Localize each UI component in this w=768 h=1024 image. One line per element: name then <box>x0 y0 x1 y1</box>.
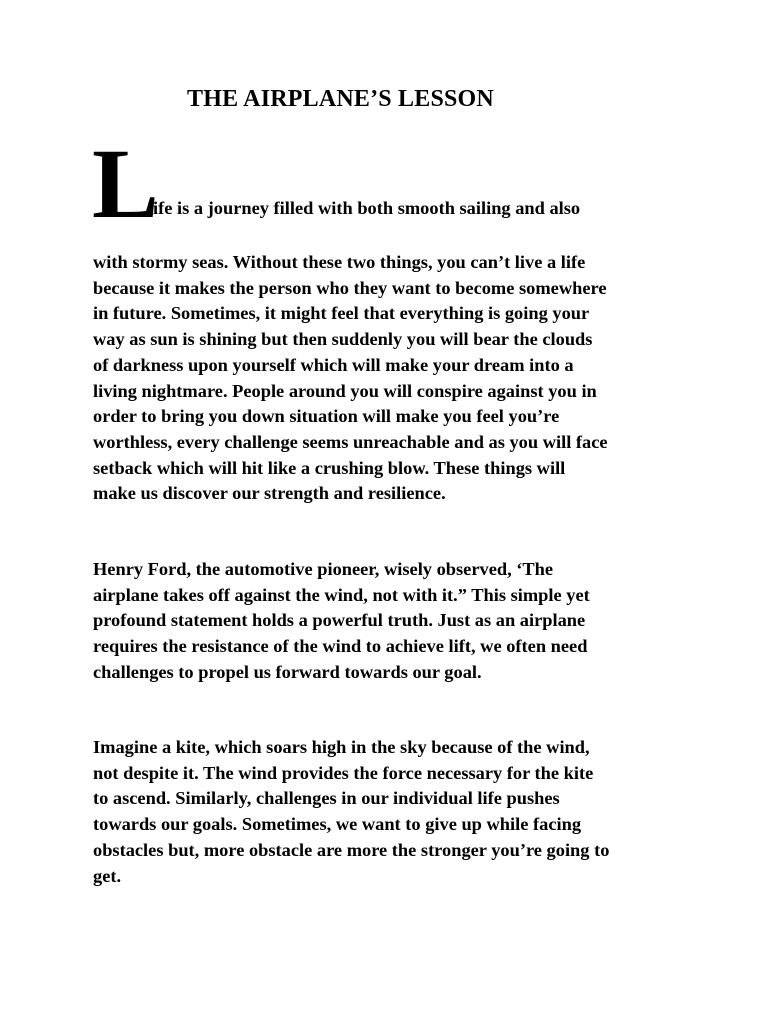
paragraph-line: in future. Sometimes, it might feel that everything is going your <box>93 303 590 324</box>
paragraph-1 <box>93 250 713 507</box>
paragraph-line: setback which will hit like a crushing blow. These things will <box>93 457 566 478</box>
paragraph-line: towards our goals. Sometimes, we want to give up while facing <box>93 814 582 835</box>
paragraph-line: with stormy seas. Without these two things, you can’t live a life <box>93 252 586 272</box>
paragraph-line: make us discover our strength and resilience. <box>93 483 446 504</box>
paragraph-line: challenges to propel us forward towards our goal. <box>93 661 482 682</box>
drop-cap-letter: L <box>92 128 159 239</box>
paragraph-line: worthless, every challenge seems unreachable and as you will face <box>93 431 608 452</box>
paragraph-line: to ascend. Similarly, challenges in our individual life pushes <box>93 788 560 809</box>
paragraph-line: because it makes the person who they want to become somewhere <box>93 277 607 298</box>
paragraph-line: get. <box>93 865 122 886</box>
paragraph-line: airplane takes off against the wind, not with it.” This simple yet <box>93 584 590 605</box>
paragraph-line: living nightmare. People around you will conspire against you in <box>93 380 597 401</box>
paragraph-line: profound statement holds a powerful truth. Just as an airplane <box>93 610 586 631</box>
first-line-text: ife is a journey filled with both smooth sailing and also <box>153 198 581 218</box>
document-title: THE AIRPLANE’S LESSON <box>187 86 494 112</box>
paragraph-line: of darkness upon yourself which will make your dream into a <box>93 354 574 375</box>
paragraph-line: obstacles but, more obstacle are more the stronger you’re going to <box>93 839 610 860</box>
paragraph-3 <box>93 735 713 889</box>
paragraph-line: Henry Ford, the automotive pioneer, wisely observed, ‘The <box>93 559 554 579</box>
paragraph-line: requires the resistance of the wind to achieve lift, we often need <box>93 636 588 657</box>
paragraph-2 <box>93 557 713 686</box>
paragraph-line: way as sun is shining but then suddenly you will bear the clouds <box>93 329 593 350</box>
paragraph-line: not despite it. The wind provides the force necessary for the kite <box>93 762 594 783</box>
paragraph-line: Imagine a kite, which soars high in the sky because of the wind, <box>93 737 590 757</box>
paragraph-line: order to bring you down situation will make you feel you’re <box>93 406 560 427</box>
